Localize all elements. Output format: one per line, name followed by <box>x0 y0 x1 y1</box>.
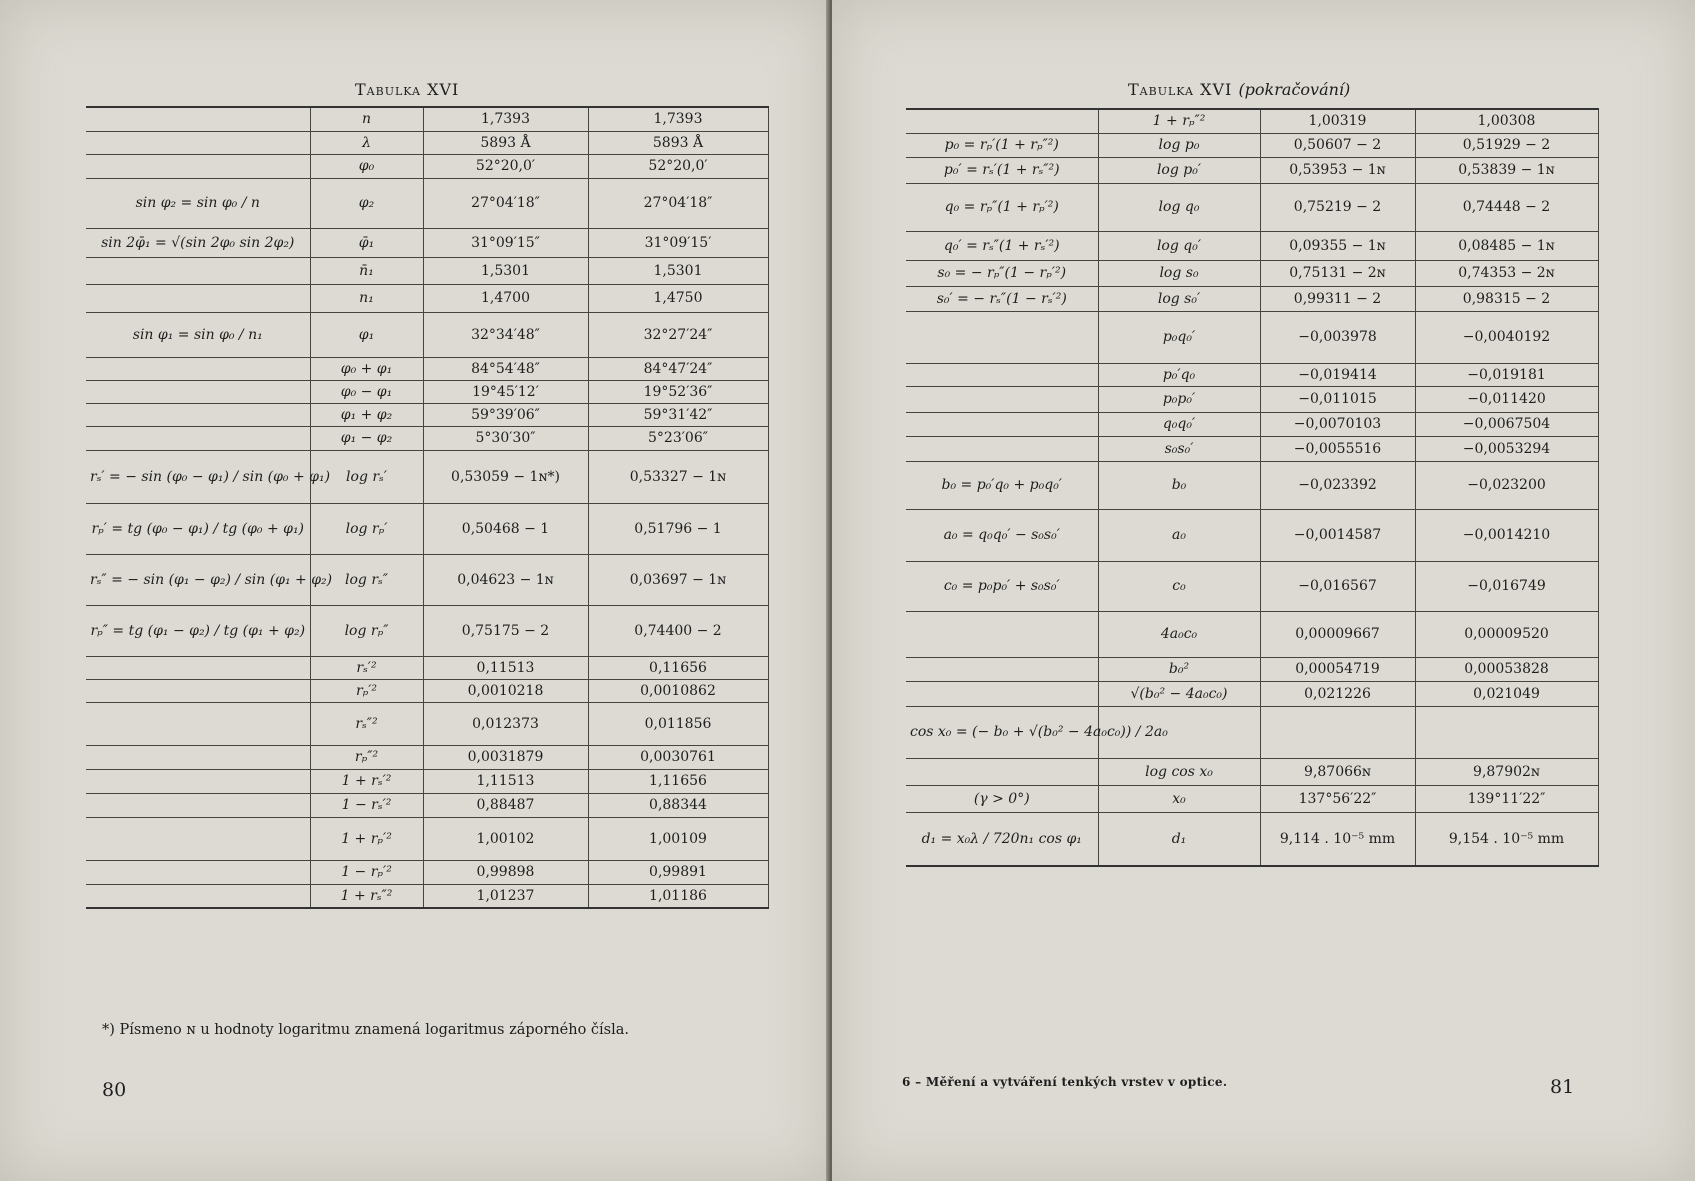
right-page <box>832 0 1695 1181</box>
value-cell-1: 1,4700 <box>423 284 588 312</box>
value-cell-2: 0,53839 − 1ɴ <box>1415 157 1598 183</box>
formula-cell <box>86 769 310 793</box>
quantity-cell: p₀′q₀ <box>1098 363 1260 386</box>
value-cell-1: 5893 Å <box>423 131 588 154</box>
quantity-cell: 1 + rₚ″² <box>1098 109 1260 133</box>
formula-cell <box>906 436 1098 461</box>
value-cell-1: 1,7393 <box>423 107 588 131</box>
quantity-cell: rₛ′² <box>310 656 423 679</box>
formula-cell: sin φ₂ = sin φ₀ / n <box>86 178 310 228</box>
formula-cell <box>906 109 1098 133</box>
table-row <box>906 231 1598 260</box>
value-cell-2: 9,154 . 10⁻⁵ mm <box>1415 812 1598 866</box>
value-cell-2: 1,01186 <box>588 884 768 908</box>
value-cell-2: 139°11′22″ <box>1415 785 1598 812</box>
formula-cell: s₀′ = − rₛ″(1 − rₛ′²) <box>906 286 1098 311</box>
quantity-cell: b₀² <box>1098 657 1260 681</box>
value-cell-1: 1,00319 <box>1260 109 1415 133</box>
table-row <box>906 758 1598 785</box>
value-cell-2: 32°27′24″ <box>588 312 768 357</box>
value-cell-1: 0,53059 − 1ɴ*) <box>423 450 588 503</box>
value-cell-2: 0,021049 <box>1415 681 1598 706</box>
table-row <box>86 503 768 554</box>
table-row <box>86 702 768 745</box>
value-cell-1: 0,50607 − 2 <box>1260 133 1415 157</box>
value-cell-1: 0,75219 − 2 <box>1260 183 1415 231</box>
value-cell-1: 1,11513 <box>423 769 588 793</box>
quantity-cell: φ₀ + φ₁ <box>310 357 423 380</box>
quantity-cell: log rₚ″ <box>310 605 423 656</box>
quantity-cell: a₀ <box>1098 509 1260 561</box>
value-cell-1: 1,5301 <box>423 257 588 284</box>
left-page <box>0 0 830 1181</box>
formula-cell <box>86 884 310 908</box>
quantity-cell: √(b₀² − 4a₀c₀) <box>1098 681 1260 706</box>
value-cell-2: 27°04′18″ <box>588 178 768 228</box>
table-row <box>906 311 1598 363</box>
value-cell-2: −0,016749 <box>1415 561 1598 611</box>
value-cell-2: 0,53327 − 1ɴ <box>588 450 768 503</box>
value-cell-2: 0,0010862 <box>588 679 768 702</box>
table-row <box>906 133 1598 157</box>
value-cell-1: 0,09355 − 1ɴ <box>1260 231 1415 260</box>
value-cell-2: 5°23′06″ <box>588 426 768 450</box>
value-cell-1: 84°54′48″ <box>423 357 588 380</box>
value-cell-2: 0,74400 − 2 <box>588 605 768 656</box>
value-cell-1 <box>1260 706 1415 758</box>
value-cell-2: 0,011856 <box>588 702 768 745</box>
value-cell-2: 59°31′42″ <box>588 403 768 426</box>
value-cell-1: 0,88487 <box>423 793 588 817</box>
formula-cell <box>906 611 1098 657</box>
value-cell-1: 0,75175 − 2 <box>423 605 588 656</box>
quantity-cell: c₀ <box>1098 561 1260 611</box>
formula-cell <box>906 311 1098 363</box>
value-cell-1: 1,00102 <box>423 817 588 860</box>
table-row <box>86 793 768 817</box>
quantity-cell: φ₂ <box>310 178 423 228</box>
formula-cell <box>86 357 310 380</box>
table-row <box>86 228 768 257</box>
formula-cell <box>86 380 310 403</box>
value-cell-2: −0,019181 <box>1415 363 1598 386</box>
value-cell-1: 0,99898 <box>423 860 588 884</box>
table-row <box>906 157 1598 183</box>
value-cell-1: 0,00009667 <box>1260 611 1415 657</box>
quantity-cell: n̄₁ <box>310 257 423 284</box>
table-row <box>906 611 1598 657</box>
table-row <box>86 884 768 908</box>
value-cell-2: 0,00053828 <box>1415 657 1598 681</box>
formula-cell: rₚ″ = tg (φ₁ − φ₂) / tg (φ₁ + φ₂) <box>86 605 310 656</box>
formula-cell <box>86 860 310 884</box>
quantity-cell: d₁ <box>1098 812 1260 866</box>
formula-cell <box>906 363 1098 386</box>
value-cell-1: 5°30′30″ <box>423 426 588 450</box>
formula-cell <box>86 284 310 312</box>
value-cell-2: 0,51929 − 2 <box>1415 133 1598 157</box>
quantity-cell: φ₀ <box>310 154 423 178</box>
quantity-cell: rₚ″² <box>310 745 423 769</box>
value-cell-2: 9,87902ɴ <box>1415 758 1598 785</box>
value-cell-1: 59°39′06″ <box>423 403 588 426</box>
value-cell-1: 0,04623 − 1ɴ <box>423 554 588 605</box>
quantity-cell: φ₁ <box>310 312 423 357</box>
data-table-left <box>86 106 769 909</box>
value-cell-2: −0,0053294 <box>1415 436 1598 461</box>
quantity-cell: rₚ′² <box>310 679 423 702</box>
quantity-cell: log s₀′ <box>1098 286 1260 311</box>
table-row <box>86 554 768 605</box>
table-row <box>86 450 768 503</box>
chapter-footer: 6 – Měření a vytváření tenkých vrstev v optice. <box>902 1075 1228 1089</box>
quantity-cell: n₁ <box>310 284 423 312</box>
quantity-cell: log cos x₀ <box>1098 758 1260 785</box>
table-row <box>906 363 1598 386</box>
value-cell-2: 52°20,0′ <box>588 154 768 178</box>
value-cell-1: −0,016567 <box>1260 561 1415 611</box>
value-cell-2: 1,00308 <box>1415 109 1598 133</box>
formula-cell <box>86 403 310 426</box>
table-row <box>86 284 768 312</box>
formula-cell: b₀ = p₀′q₀ + p₀q₀′ <box>906 461 1098 509</box>
value-cell-2: 0,98315 − 2 <box>1415 286 1598 311</box>
value-cell-1: −0,019414 <box>1260 363 1415 386</box>
quantity-cell: rₛ″² <box>310 702 423 745</box>
table-row <box>86 426 768 450</box>
formula-cell <box>86 257 310 284</box>
page-number-left: 80 <box>102 1079 127 1101</box>
quantity-cell: 1 − rₚ′² <box>310 860 423 884</box>
table-row <box>86 679 768 702</box>
quantity-cell: φ₁ − φ₂ <box>310 426 423 450</box>
formula-cell <box>906 681 1098 706</box>
value-cell-1: 137°56′22″ <box>1260 785 1415 812</box>
value-cell-2: −0,0067504 <box>1415 412 1598 436</box>
table-row <box>906 657 1598 681</box>
value-cell-2: 5893 Å <box>588 131 768 154</box>
formula-cell <box>906 412 1098 436</box>
value-cell-2: 0,00009520 <box>1415 611 1598 657</box>
value-cell-1: 0,0031879 <box>423 745 588 769</box>
formula-cell: q₀ = rₚ″(1 + rₚ′²) <box>906 183 1098 231</box>
value-cell-2: −0,0014210 <box>1415 509 1598 561</box>
table-row <box>86 257 768 284</box>
table-row <box>86 860 768 884</box>
value-cell-2: 0,74448 − 2 <box>1415 183 1598 231</box>
table-row <box>906 183 1598 231</box>
table-row <box>906 260 1598 286</box>
table-row <box>86 403 768 426</box>
value-cell-2: 0,08485 − 1ɴ <box>1415 231 1598 260</box>
quantity-cell: log rₛ″ <box>310 554 423 605</box>
value-cell-2: 31°09′15′ <box>588 228 768 257</box>
table-title: Tabulka XVI <box>355 80 460 99</box>
quantity-cell: log q₀′ <box>1098 231 1260 260</box>
table-row <box>86 312 768 357</box>
value-cell-2: 0,0030761 <box>588 745 768 769</box>
value-cell-2: 1,7393 <box>588 107 768 131</box>
table-row <box>86 131 768 154</box>
formula-cell: q₀′ = rₛ″(1 + rₛ′²) <box>906 231 1098 260</box>
table-row <box>906 706 1598 758</box>
table-title-italic: (pokračování) <box>1238 80 1351 99</box>
formula-cell <box>86 426 310 450</box>
quantity-cell: 1 + rₛ″² <box>310 884 423 908</box>
quantity-cell: log q₀ <box>1098 183 1260 231</box>
value-cell-2: 1,00109 <box>588 817 768 860</box>
quantity-cell: log p₀′ <box>1098 157 1260 183</box>
table-title-main: Tabulka XVI <box>1128 80 1233 99</box>
formula-cell: d₁ = x₀λ / 720n₁ cos φ₁ <box>906 812 1098 866</box>
quantity-cell: n <box>310 107 423 131</box>
value-cell-2: −0,023200 <box>1415 461 1598 509</box>
quantity-cell: log s₀ <box>1098 260 1260 286</box>
formula-cell: sin φ₁ = sin φ₀ / n₁ <box>86 312 310 357</box>
value-cell-1: 32°34′48″ <box>423 312 588 357</box>
value-cell-2: 0,74353 − 2ɴ <box>1415 260 1598 286</box>
formula-cell: c₀ = p₀p₀′ + s₀s₀′ <box>906 561 1098 611</box>
table-row <box>86 380 768 403</box>
table-title-continued <box>1128 80 1350 99</box>
table-row <box>906 812 1598 866</box>
quantity-cell: p₀p₀′ <box>1098 386 1260 412</box>
value-cell-1: 0,021226 <box>1260 681 1415 706</box>
table-row <box>906 386 1598 412</box>
value-cell-2: 0,51796 − 1 <box>588 503 768 554</box>
formula-cell <box>86 745 310 769</box>
formula-cell <box>86 817 310 860</box>
value-cell-1: −0,0070103 <box>1260 412 1415 436</box>
formula-cell: cos x₀ = (− b₀ + √(b₀² − 4a₀c₀)) / 2a₀ <box>906 706 1098 758</box>
quantity-cell: φ̄₁ <box>310 228 423 257</box>
value-cell-1: 0,012373 <box>423 702 588 745</box>
value-cell-1: −0,0014587 <box>1260 509 1415 561</box>
quantity-cell: λ <box>310 131 423 154</box>
table-row <box>906 681 1598 706</box>
quantity-cell: x₀ <box>1098 785 1260 812</box>
formula-cell <box>86 793 310 817</box>
value-cell-1: 0,11513 <box>423 656 588 679</box>
formula-cell <box>906 386 1098 412</box>
table-row <box>906 109 1598 133</box>
quantity-cell: 1 + rₛ′² <box>310 769 423 793</box>
formula-cell <box>86 656 310 679</box>
value-cell-1: 52°20,0′ <box>423 154 588 178</box>
value-cell-2: −0,011420 <box>1415 386 1598 412</box>
table-row <box>906 461 1598 509</box>
formula-cell: s₀ = − rₚ″(1 − rₚ′²) <box>906 260 1098 286</box>
formula-cell <box>86 154 310 178</box>
table-row <box>86 357 768 380</box>
value-cell-2: 0,11656 <box>588 656 768 679</box>
formula-cell: p₀ = rₚ′(1 + rₚ″²) <box>906 133 1098 157</box>
value-cell-1: 27°04′18″ <box>423 178 588 228</box>
quantity-cell: q₀q₀′ <box>1098 412 1260 436</box>
quantity-cell: s₀s₀′ <box>1098 436 1260 461</box>
quantity-cell: 1 + rₚ′² <box>310 817 423 860</box>
page-number-right: 81 <box>1550 1076 1575 1098</box>
formula-cell: rₚ′ = tg (φ₀ − φ₁) / tg (φ₀ + φ₁) <box>86 503 310 554</box>
table-row <box>86 745 768 769</box>
quantity-cell: log p₀ <box>1098 133 1260 157</box>
quantity-cell: 1 − rₛ′² <box>310 793 423 817</box>
table-row <box>86 769 768 793</box>
footnote: *) Písmeno ɴ u hodnoty logaritmu znamená logaritmus záporného čísla. <box>102 1022 630 1038</box>
data-table-right <box>906 108 1599 867</box>
quantity-cell: b₀ <box>1098 461 1260 509</box>
table-row <box>906 509 1598 561</box>
formula-cell: (γ > 0°) <box>906 785 1098 812</box>
formula-cell: rₛ′ = − sin (φ₀ − φ₁) / sin (φ₀ + φ₁) <box>86 450 310 503</box>
table-row <box>86 656 768 679</box>
value-cell-2: −0,0040192 <box>1415 311 1598 363</box>
formula-cell <box>86 131 310 154</box>
quantity-cell: log rₚ′ <box>310 503 423 554</box>
value-cell-1: 0,0010218 <box>423 679 588 702</box>
table-row <box>906 561 1598 611</box>
value-cell-2 <box>1415 706 1598 758</box>
value-cell-1: −0,0055516 <box>1260 436 1415 461</box>
value-cell-1: −0,023392 <box>1260 461 1415 509</box>
table-row <box>86 178 768 228</box>
formula-cell: rₛ″ = − sin (φ₁ − φ₂) / sin (φ₁ + φ₂) <box>86 554 310 605</box>
formula-cell <box>906 657 1098 681</box>
value-cell-1: 0,99311 − 2 <box>1260 286 1415 311</box>
formula-cell: p₀′ = rₛ′(1 + rₛ″²) <box>906 157 1098 183</box>
quantity-cell: 4a₀c₀ <box>1098 611 1260 657</box>
value-cell-1: 31°09′15″ <box>423 228 588 257</box>
value-cell-2: 19°52′36″ <box>588 380 768 403</box>
formula-cell: sin 2φ̄₁ = √(sin 2φ₀ sin 2φ₂) <box>86 228 310 257</box>
value-cell-1: 1,01237 <box>423 884 588 908</box>
table-row <box>906 412 1598 436</box>
table-row <box>906 436 1598 461</box>
value-cell-1: 19°45′12′ <box>423 380 588 403</box>
value-cell-1: 9,114 . 10⁻⁵ mm <box>1260 812 1415 866</box>
table-row <box>86 605 768 656</box>
formula-cell <box>86 107 310 131</box>
table-row <box>86 154 768 178</box>
value-cell-1: −0,011015 <box>1260 386 1415 412</box>
value-cell-2: 1,4750 <box>588 284 768 312</box>
value-cell-1: −0,003978 <box>1260 311 1415 363</box>
quantity-cell: p₀q₀′ <box>1098 311 1260 363</box>
value-cell-1: 0,50468 − 1 <box>423 503 588 554</box>
table-row <box>906 785 1598 812</box>
value-cell-2: 0,88344 <box>588 793 768 817</box>
formula-cell <box>86 702 310 745</box>
table-row <box>86 107 768 131</box>
value-cell-2: 0,99891 <box>588 860 768 884</box>
quantity-cell: φ₁ + φ₂ <box>310 403 423 426</box>
value-cell-1: 0,00054719 <box>1260 657 1415 681</box>
value-cell-2: 1,11656 <box>588 769 768 793</box>
table-row <box>86 817 768 860</box>
value-cell-1: 0,75131 − 2ɴ <box>1260 260 1415 286</box>
quantity-cell: log rₛ′ <box>310 450 423 503</box>
quantity-cell: φ₀ − φ₁ <box>310 380 423 403</box>
value-cell-2: 1,5301 <box>588 257 768 284</box>
formula-cell <box>86 679 310 702</box>
value-cell-1: 0,53953 − 1ɴ <box>1260 157 1415 183</box>
table-row <box>906 286 1598 311</box>
formula-cell <box>906 758 1098 785</box>
value-cell-2: 0,03697 − 1ɴ <box>588 554 768 605</box>
value-cell-1: 9,87066ɴ <box>1260 758 1415 785</box>
value-cell-2: 84°47′24″ <box>588 357 768 380</box>
formula-cell: a₀ = q₀q₀′ − s₀s₀′ <box>906 509 1098 561</box>
